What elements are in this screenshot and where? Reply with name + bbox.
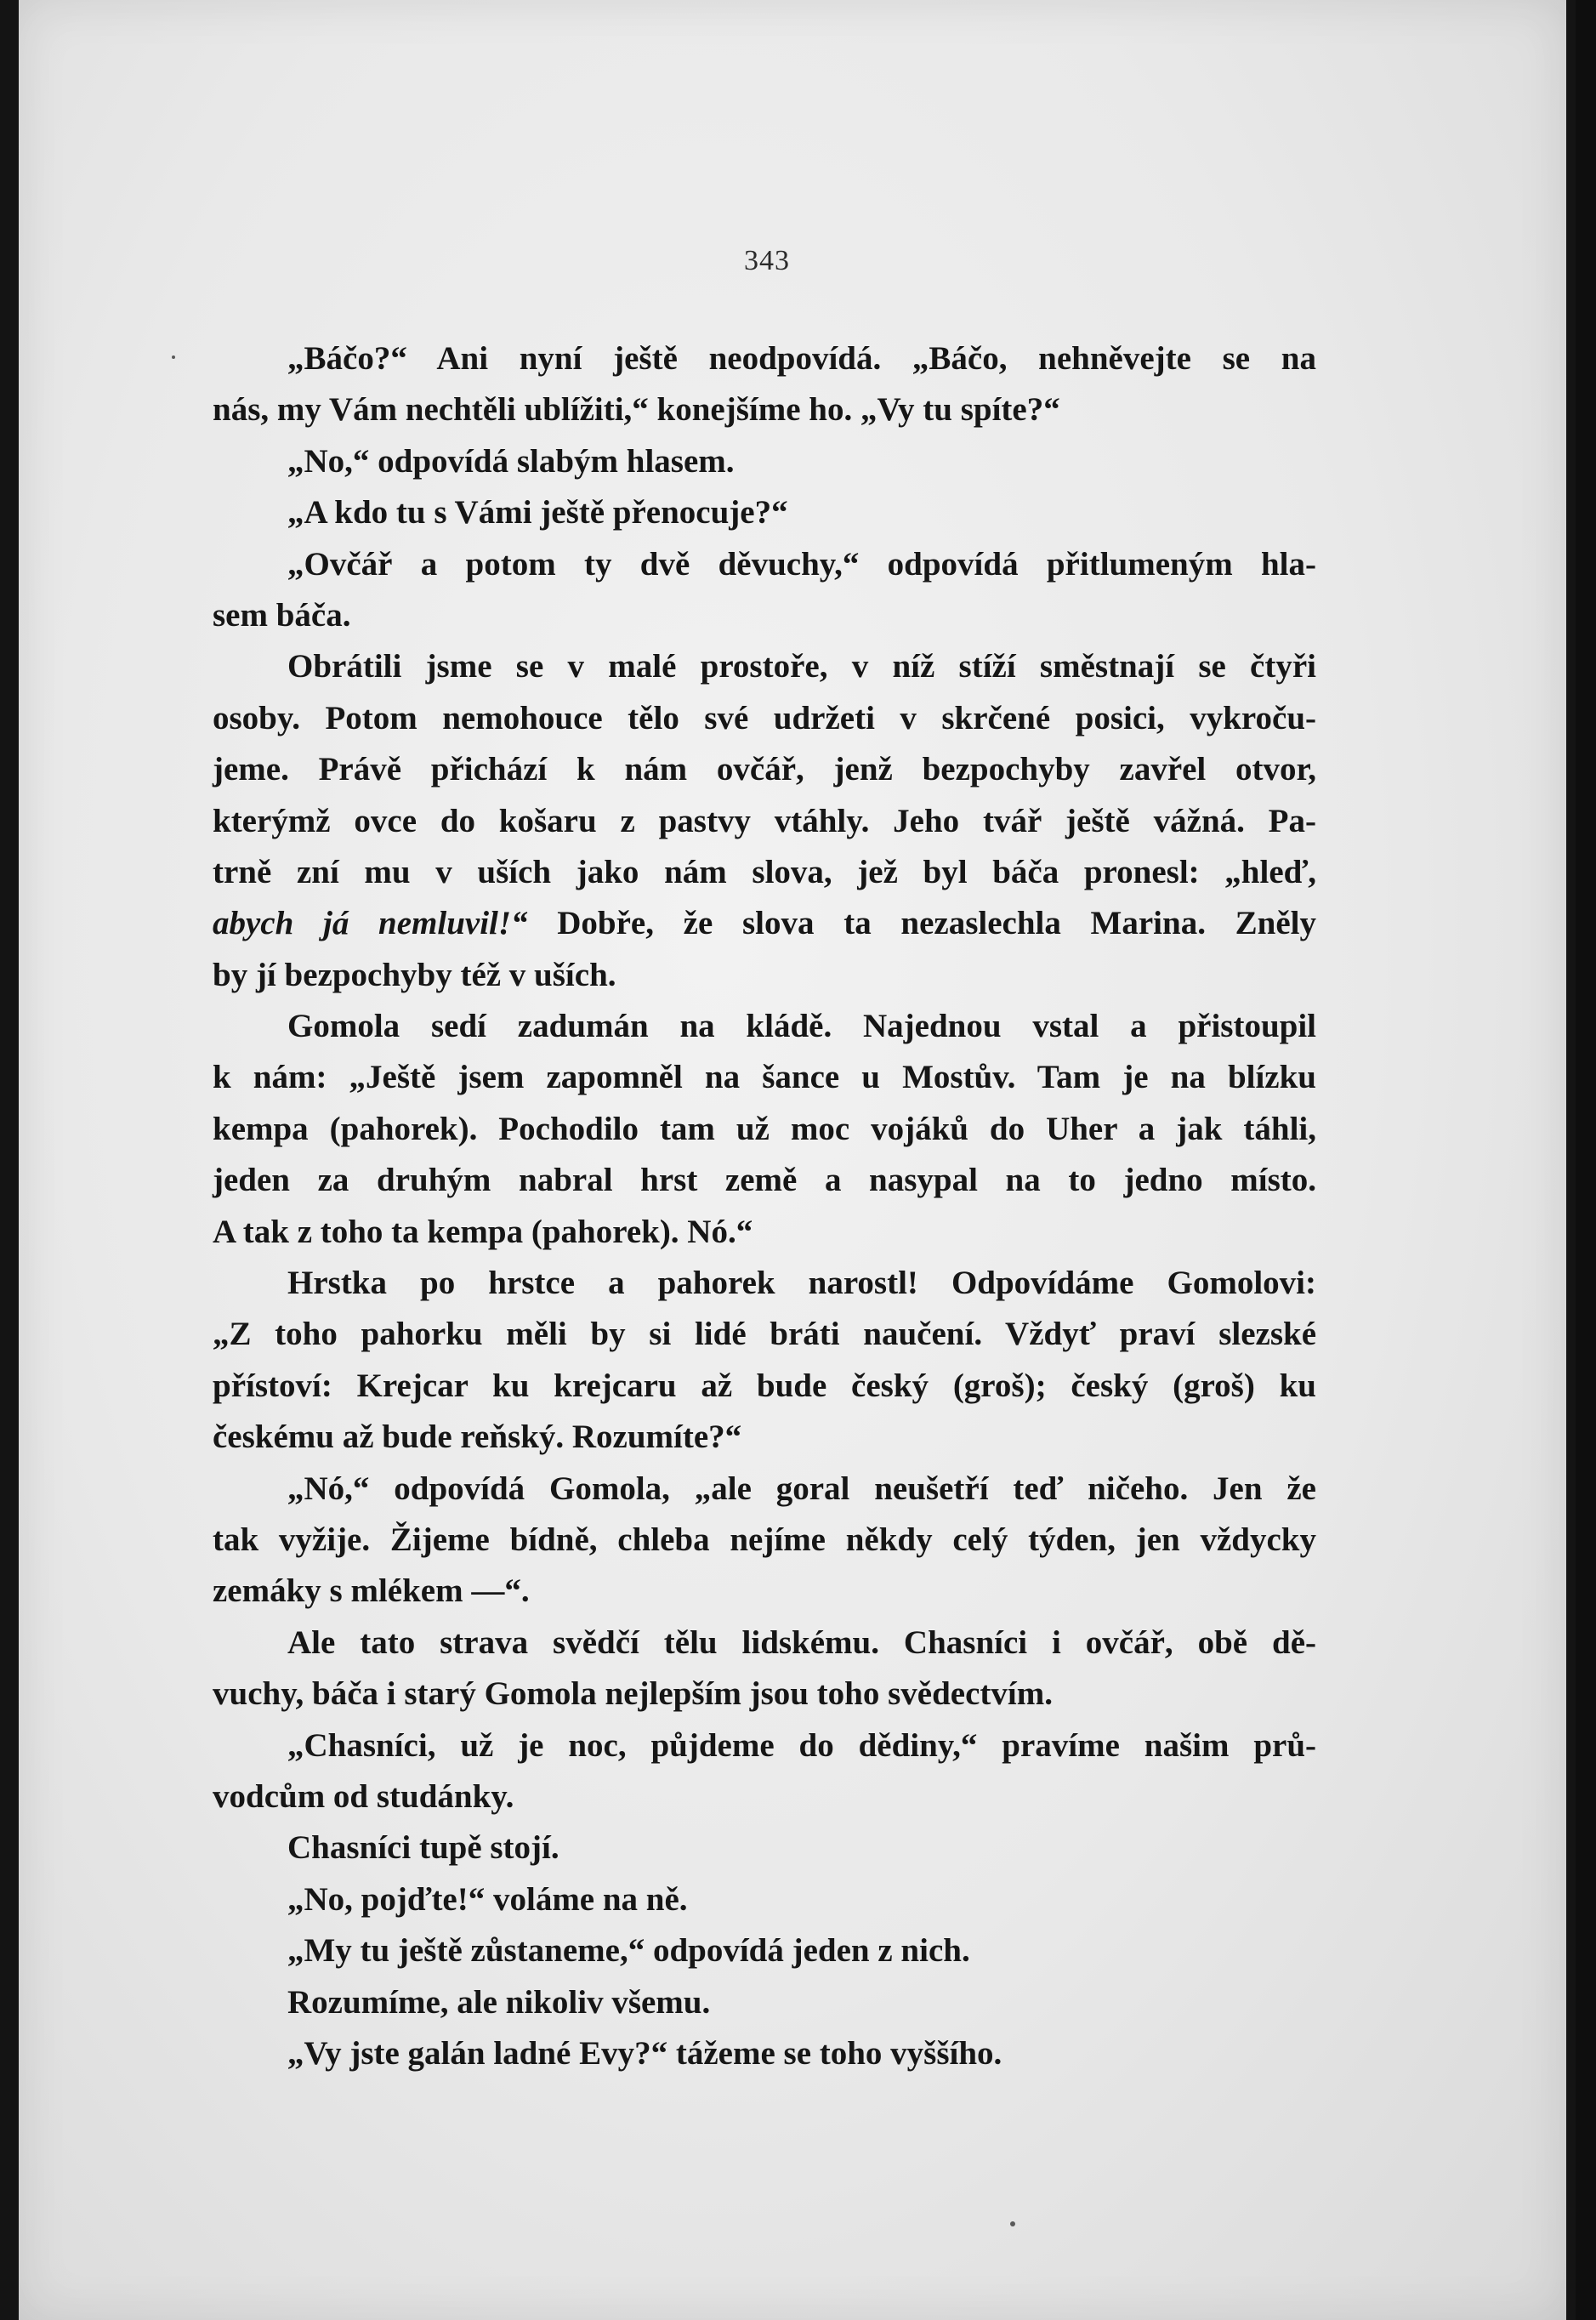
text-line: vuchy, báča i starý Gomola nejlepším jsou toho svědectvím. [213, 1675, 1053, 1713]
text-line: Ale tato strava svědčí tělu lidskému. Chasníci i ovčář, obě dě- [287, 1623, 1316, 1661]
text-line: „Chasníci, už je noc, půjdeme do dědiny,“ pravíme našim prů- [287, 1726, 1316, 1764]
text-line: „Z toho pahorku měli by si lidé bráti naučení. Vždyť praví slezské [213, 1316, 1316, 1353]
paper-speck [1010, 2221, 1015, 2226]
text-line-rest: Dobře, že slova ta nezaslechla Marina. Zněly [557, 905, 1316, 942]
text-line: Gomola sedí zadumán na kládě. Najednou vstal a přistoupil [287, 1008, 1316, 1045]
text-line: „No,“ odpovídá slabým hlasem. [287, 442, 735, 480]
text-line: osoby. Potom nemohouce tělo své udržeti v skrčené posici, vykroču- [213, 699, 1316, 736]
text-line-with-italic [213, 898, 1316, 949]
text-line: A tak z toho ta kempa (pahorek). Nó.“ [213, 1213, 753, 1250]
text-line: přístoví: Krejcar ku krejcaru až bude český (groš); český (groš) ku [213, 1367, 1316, 1404]
text-line: Rozumíme, ale nikoliv všemu. [287, 1983, 711, 2021]
body-text [213, 333, 1316, 2079]
text-line: českému až bude reňský. Rozumíte?“ [213, 1419, 742, 1456]
text-line: „Nó,“ odpovídá Gomola, „ale goral neušetří teď ničeho. Jen že [287, 1470, 1316, 1507]
text-line: „Báčo?“ Ani nyní ještě neodpovídá. „Báčo, nehněvejte se na [287, 340, 1316, 377]
text-line: k nám: „Ještě jsem zapomněl na šance u Mostův. Tam je na blízku [213, 1059, 1316, 1096]
text-line: Chasníci tupě stojí. [287, 1829, 559, 1867]
text-line: „Vy jste galán ladné Evy?“ tážeme se toho vyššího. [287, 2034, 1002, 2072]
text-line: „No, pojďte!“ voláme na ně. [287, 1880, 688, 1918]
text-line: Hrstka po hrstce a pahorek narostl! Odpovídáme Gomolovi: [287, 1265, 1316, 1302]
text-line: zemáky s mlékem —“. [213, 1572, 530, 1610]
text-line: trně zní mu v uších jako nám slova, jež byl báča pronesl: „hleď, [213, 853, 1316, 890]
italic-phrase: abych já nemluvil!“ [213, 905, 528, 942]
paper-speck [172, 355, 175, 359]
text-line: kterýmž ovce do košaru z pastvy vtáhly. Jeho tvář ještě vážná. Pa- [213, 802, 1316, 839]
text-line: vodcům od studánky. [213, 1777, 514, 1815]
text-line: jeden za druhým nabral hrst země a nasypal na to jedno místo. [213, 1162, 1316, 1199]
page-number: 343 [744, 245, 790, 276]
text-line: „A kdo tu s Vámi ještě přenocuje?“ [287, 494, 788, 532]
text-line: jeme. Právě přichází k nám ovčář, jenž bezpochyby zavřel otvor, [213, 751, 1316, 788]
text-line: Obrátili jsme se v malé prostoře, v níž stíží směstnají se čtyři [287, 648, 1316, 685]
text-line: „Ovčář a potom ty dvě děvuchy,“ odpovídá přitlumeným hla- [287, 545, 1316, 583]
text-line: nás, my Vám nechtěli ublížiti,“ konejšíme ho. „Vy tu spíte?“ [213, 391, 1060, 429]
text-line: „My tu ještě zůstaneme,“ odpovídá jeden z nich. [287, 1932, 970, 1970]
text-line: sem báča. [213, 596, 351, 634]
text-line: kempa (pahorek). Pochodilo tam už moc vojáků do Uher a jak táhli, [213, 1110, 1316, 1147]
book-page [19, 0, 1566, 2320]
text-line: tak vyžije. Žijeme bídně, chleba nejíme někdy celý týden, jen vždycky [213, 1521, 1316, 1558]
text-line: by jí bezpochyby též v uších. [213, 956, 616, 993]
page-edge-shadow [1576, 0, 1596, 2320]
